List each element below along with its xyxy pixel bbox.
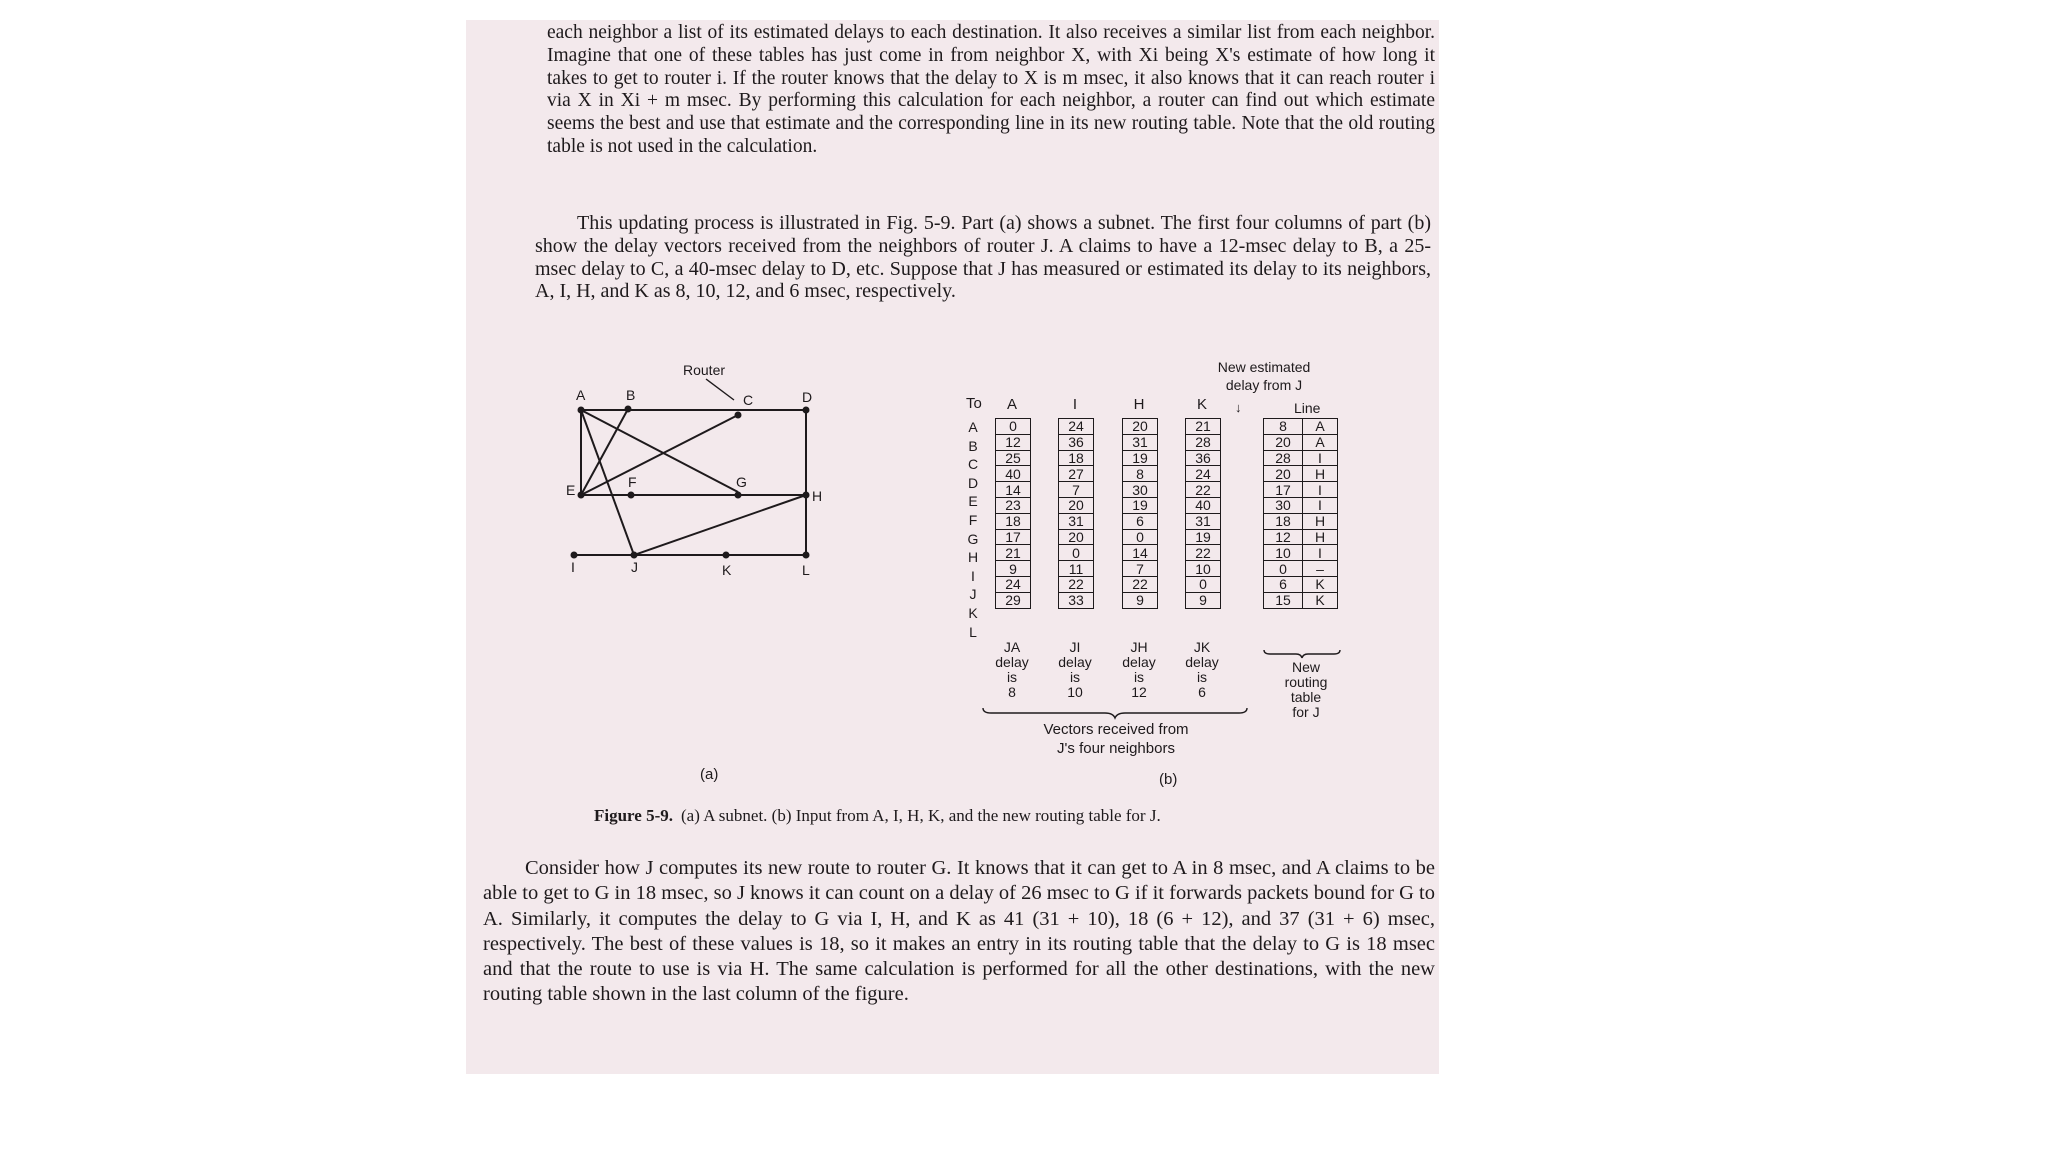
vector-cell: 25 <box>996 450 1031 466</box>
delay-value: 12 <box>1131 684 1147 700</box>
vector-cell: 6 <box>1123 513 1158 529</box>
vector-cell: 36 <box>1186 450 1221 466</box>
column-header-i: I <box>1072 396 1078 413</box>
vector-row <box>996 419 1031 435</box>
rt-label-line-4: for J <box>1292 704 1320 720</box>
destination-label: C <box>967 456 979 473</box>
routing-line-cell: I <box>1303 545 1338 561</box>
caption-label: Figure 5-9. <box>594 806 674 825</box>
node-label-d: D <box>802 389 813 405</box>
router-label: Router <box>683 362 726 378</box>
router-pointer <box>706 379 734 400</box>
vector-cell: 20 <box>1123 419 1158 435</box>
vector-row <box>996 466 1031 482</box>
routing-line-cell: – <box>1303 561 1338 577</box>
is-word: is <box>1196 669 1208 685</box>
vector-row <box>1186 497 1221 513</box>
routing-delay-cell: 28 <box>1264 450 1303 466</box>
destination-label: L <box>969 623 977 640</box>
routing-delay-cell: 8 <box>1264 419 1303 435</box>
vector-from-i <box>1058 418 1094 609</box>
vector-cell: 22 <box>1186 482 1221 498</box>
destination-label: G <box>967 530 979 547</box>
vector-row <box>1123 592 1158 608</box>
vector-row <box>996 529 1031 545</box>
vector-cell: 10 <box>1186 561 1221 577</box>
to-label: To <box>966 395 982 412</box>
vector-cell: 7 <box>1059 482 1094 498</box>
vector-row <box>1186 482 1221 498</box>
destination-label: J <box>969 586 977 603</box>
vector-row <box>1186 545 1221 561</box>
vector-cell: 28 <box>1186 434 1221 450</box>
new-estimated-delay-label <box>1204 358 1324 394</box>
vector-cell: 22 <box>1059 576 1094 592</box>
vector-cell: 14 <box>1123 545 1158 561</box>
destination-label: K <box>968 605 978 621</box>
subnet-links <box>574 409 806 555</box>
vector-row <box>996 561 1031 577</box>
routing-line-cell: I <box>1303 482 1338 498</box>
vector-cell: 20 <box>1059 497 1094 513</box>
destination-label: A <box>968 419 978 435</box>
node-label-k: K <box>722 562 732 578</box>
routing-delay-cell: 10 <box>1264 545 1303 561</box>
figure-caption <box>594 806 1394 826</box>
vector-row <box>1123 466 1158 482</box>
routing-line-cell: K <box>1303 576 1338 592</box>
vector-row <box>1059 419 1094 435</box>
delay-name: JK <box>1193 639 1211 655</box>
down-arrow-icon: ↓ <box>1235 400 1242 415</box>
routing-line-cell: K <box>1303 592 1338 608</box>
vector-row <box>1059 434 1094 450</box>
vector-cell: 24 <box>1186 466 1221 482</box>
figure-part-b-label: (b) <box>1159 771 1178 788</box>
delay-note-ja <box>981 640 1043 700</box>
node-label-a: A <box>576 387 586 403</box>
vector-row <box>1186 450 1221 466</box>
routing-row <box>1264 482 1338 498</box>
routing-line-cell: A <box>1303 419 1338 435</box>
is-word: is <box>1069 669 1081 685</box>
vector-cell: 14 <box>996 482 1031 498</box>
routing-line-cell: I <box>1303 450 1338 466</box>
vector-cell: 19 <box>1186 529 1221 545</box>
routing-row <box>1264 561 1338 577</box>
node-label-f: F <box>628 474 637 490</box>
destination-label: B <box>968 437 978 454</box>
delay-name: JH <box>1130 639 1148 655</box>
is-word: is <box>1133 669 1145 685</box>
routing-row <box>1264 450 1338 466</box>
figure-part-a-label: (a) <box>700 766 719 783</box>
paragraph-update-process <box>535 212 1431 303</box>
paragraph-update-text: This updating process is illustrated in Fig. 5-9. Part (a) shows a subnet. The first four columns of part (b) show the delay vectors received from the neighbors of router J. A claims to have a 12-msec delay to B, a 25-msec delay to C, a 40-msec delay to D, etc. Suppose that J has measured or estimated its delay to its neighbors, A, I, H, and K as 8, 10, 12, and 6 msec, respectively. <box>535 212 1431 303</box>
vector-cell: 21 <box>1186 419 1221 435</box>
delay-value: 6 <box>1198 684 1206 700</box>
routing-row <box>1264 466 1338 482</box>
vector-cell: 31 <box>1123 434 1158 450</box>
vector-row <box>1123 497 1158 513</box>
vector-cell: 31 <box>1186 513 1221 529</box>
routing-delay-cell: 17 <box>1264 482 1303 498</box>
vector-row <box>1186 561 1221 577</box>
vector-row <box>1186 466 1221 482</box>
vector-cell: 21 <box>996 545 1031 561</box>
vector-cell: 9 <box>996 561 1031 577</box>
vector-row <box>996 497 1031 513</box>
vector-row <box>1059 513 1094 529</box>
routing-line-cell: H <box>1303 529 1338 545</box>
vector-cell: 0 <box>996 419 1031 435</box>
routing-line-cell: H <box>1303 513 1338 529</box>
paragraph-consider-text: Consider how J computes its new route to router G. It knows that it can get to A in 8 msec, and A claims to be able to get to G in 18 msec, so J knows it can count on a delay of 26 msec to G if it forwards packets bound for G to A. Similarly, it computes the delay to G via I, H, and K as 41 (31 + 10), 18 (6 + 12), and 37 (31 + 6) msec, respectively. The best of these values is 18, so it makes an entry in its routing table that the delay to G is 18 msec and that the route to use is via H. The same calculation is performed for all the other destinations, with the new routing table shown in the last column of the figure. <box>483 857 1435 1006</box>
rt-label-line-1: New <box>1291 659 1320 675</box>
vector-row <box>996 434 1031 450</box>
vector-row <box>1186 576 1221 592</box>
vector-cell: 31 <box>1059 513 1094 529</box>
is-word: is <box>1006 669 1018 685</box>
vector-row <box>1123 450 1158 466</box>
vector-cell: 27 <box>1059 466 1094 482</box>
delay-name: JA <box>1003 639 1021 655</box>
vector-cell: 8 <box>1123 466 1158 482</box>
vector-row <box>1123 434 1158 450</box>
vectors-label-line-2: J's four neighbors <box>1057 740 1175 757</box>
routing-row <box>1264 497 1338 513</box>
routing-row <box>1264 434 1338 450</box>
vector-row <box>1186 419 1221 435</box>
vector-from-a <box>995 418 1031 609</box>
vector-cell: 0 <box>1186 576 1221 592</box>
vector-row <box>1123 545 1158 561</box>
node-label-j: J <box>631 559 638 575</box>
vector-cell: 18 <box>1059 450 1094 466</box>
vector-row <box>1186 434 1221 450</box>
vector-cell: 22 <box>1123 576 1158 592</box>
destination-label: H <box>967 549 979 566</box>
node-label-l: L <box>802 562 810 578</box>
new-routing-table-label <box>1266 660 1346 720</box>
vector-cell: 18 <box>996 513 1031 529</box>
routing-row <box>1264 545 1338 561</box>
vector-row <box>996 482 1031 498</box>
vector-cell: 7 <box>1123 561 1158 577</box>
column-header-h: H <box>1133 396 1145 413</box>
vector-row <box>1123 419 1158 435</box>
vector-cell: 17 <box>996 529 1031 545</box>
rt-label-line-2: routing <box>1284 674 1328 690</box>
destination-label: E <box>968 493 978 510</box>
vector-from-h <box>1122 418 1158 609</box>
vector-row <box>1059 545 1094 561</box>
vector-row <box>996 513 1031 529</box>
node-label-e: E <box>566 482 576 498</box>
vector-row <box>1059 576 1094 592</box>
delay-value: 8 <box>1008 684 1016 700</box>
delay-word: delay <box>1122 654 1156 670</box>
routing-delay-cell: 12 <box>1264 529 1303 545</box>
routing-row <box>1264 529 1338 545</box>
vector-row <box>1059 482 1094 498</box>
delay-name: JI <box>1069 639 1081 655</box>
node-label-g: G <box>736 474 747 490</box>
vector-cell: 40 <box>1186 497 1221 513</box>
vector-row <box>1123 513 1158 529</box>
vector-cell: 0 <box>1059 545 1094 561</box>
new-estimated-line-1: New estimated <box>1217 359 1311 375</box>
routing-line-cell: H <box>1303 466 1338 482</box>
vector-cell: 20 <box>1059 529 1094 545</box>
destination-label: I <box>971 567 975 584</box>
node-label-c: C <box>743 392 754 408</box>
vector-cell: 29 <box>996 592 1031 608</box>
vector-from-k <box>1185 418 1221 609</box>
vector-row <box>1123 561 1158 577</box>
routing-delay-cell: 20 <box>1264 434 1303 450</box>
delay-note-jh <box>1108 640 1170 700</box>
vector-row <box>1059 466 1094 482</box>
vector-row <box>1186 513 1221 529</box>
new-routing-table <box>1263 418 1338 609</box>
vector-cell: 33 <box>1059 592 1094 608</box>
rt-label-line-3: table <box>1290 689 1322 705</box>
destination-label: F <box>968 512 978 528</box>
vector-row <box>1123 576 1158 592</box>
vectors-brace <box>981 706 1249 720</box>
subnet-diagram <box>566 355 866 615</box>
routing-delay-cell: 15 <box>1264 592 1303 608</box>
destination-label: D <box>967 474 979 491</box>
new-estimated-line-2: delay from J <box>1225 377 1303 393</box>
vector-cell: 19 <box>1123 450 1158 466</box>
vector-row <box>996 545 1031 561</box>
vector-row <box>1059 529 1094 545</box>
vector-row <box>996 592 1031 608</box>
vector-cell: 9 <box>1123 592 1158 608</box>
routing-delay-cell: 18 <box>1264 513 1303 529</box>
textbook-page <box>466 20 1439 1074</box>
vector-cell: 19 <box>1123 497 1158 513</box>
routing-row <box>1264 576 1338 592</box>
vector-row <box>1059 561 1094 577</box>
vectors-received-label <box>986 720 1246 758</box>
vector-cell: 30 <box>1123 482 1158 498</box>
routing-row <box>1264 513 1338 529</box>
vector-cell: 24 <box>1059 419 1094 435</box>
caption-text: (a) A subnet. (b) Input from A, I, H, K, and the new routing table for J. <box>681 806 1161 825</box>
routing-delay-cell: 6 <box>1264 576 1303 592</box>
column-header-a: A <box>1006 396 1017 413</box>
vector-cell: 36 <box>1059 434 1094 450</box>
vectors-label-line-1: Vectors received from <box>1043 721 1189 738</box>
vector-cell: 11 <box>1059 561 1094 577</box>
delay-note-ji <box>1044 640 1106 700</box>
vector-row <box>1059 450 1094 466</box>
node-label-b: B <box>626 387 636 403</box>
routing-delay-cell: 0 <box>1264 561 1303 577</box>
vector-cell: 23 <box>996 497 1031 513</box>
delay-note-jk <box>1171 640 1233 700</box>
vector-row <box>1186 529 1221 545</box>
vector-cell: 9 <box>1186 592 1221 608</box>
routing-row <box>1264 592 1338 608</box>
routing-row <box>1264 419 1338 435</box>
delay-word: delay <box>1058 654 1092 670</box>
routing-delay-cell: 20 <box>1264 466 1303 482</box>
vector-row <box>1186 592 1221 608</box>
vector-cell: 0 <box>1123 529 1158 545</box>
vector-cell: 22 <box>1186 545 1221 561</box>
routing-line-cell: A <box>1303 434 1338 450</box>
column-header-k: K <box>1196 396 1207 413</box>
delay-value: 10 <box>1067 684 1083 700</box>
node-label-i: I <box>571 559 575 575</box>
routing-line-cell: I <box>1303 497 1338 513</box>
node-label-h: H <box>812 488 823 504</box>
vector-cell: 24 <box>996 576 1031 592</box>
line-label: Line <box>1294 400 1321 416</box>
delay-word: delay <box>1185 654 1219 670</box>
delay-word: delay <box>995 654 1029 670</box>
vector-row <box>996 450 1031 466</box>
vector-row <box>1123 482 1158 498</box>
vector-cell: 40 <box>996 466 1031 482</box>
paragraph-top: each neighbor a list of its estimated delays to each destination. It also receives a similar list from each neighbor. Imagine that one of these tables has just come in from neighbor X, with Xi being X's estimate of how long it takes to get to router i. If the router knows that the delay to X is m msec, it also knows that it can reach router i via X in Xi + m msec. By performing this calculation for each neighbor, a router can find out which estimate seems the best and use that estimate and the corresponding line in its new routing table. Note that the old routing table is not used in the calculation. <box>547 22 1435 157</box>
vector-row <box>1059 592 1094 608</box>
vector-row <box>1059 497 1094 513</box>
vector-row <box>996 576 1031 592</box>
vector-cell: 12 <box>996 434 1031 450</box>
vector-row <box>1123 529 1158 545</box>
paragraph-consider <box>483 856 1435 1008</box>
routing-delay-cell: 30 <box>1264 497 1303 513</box>
